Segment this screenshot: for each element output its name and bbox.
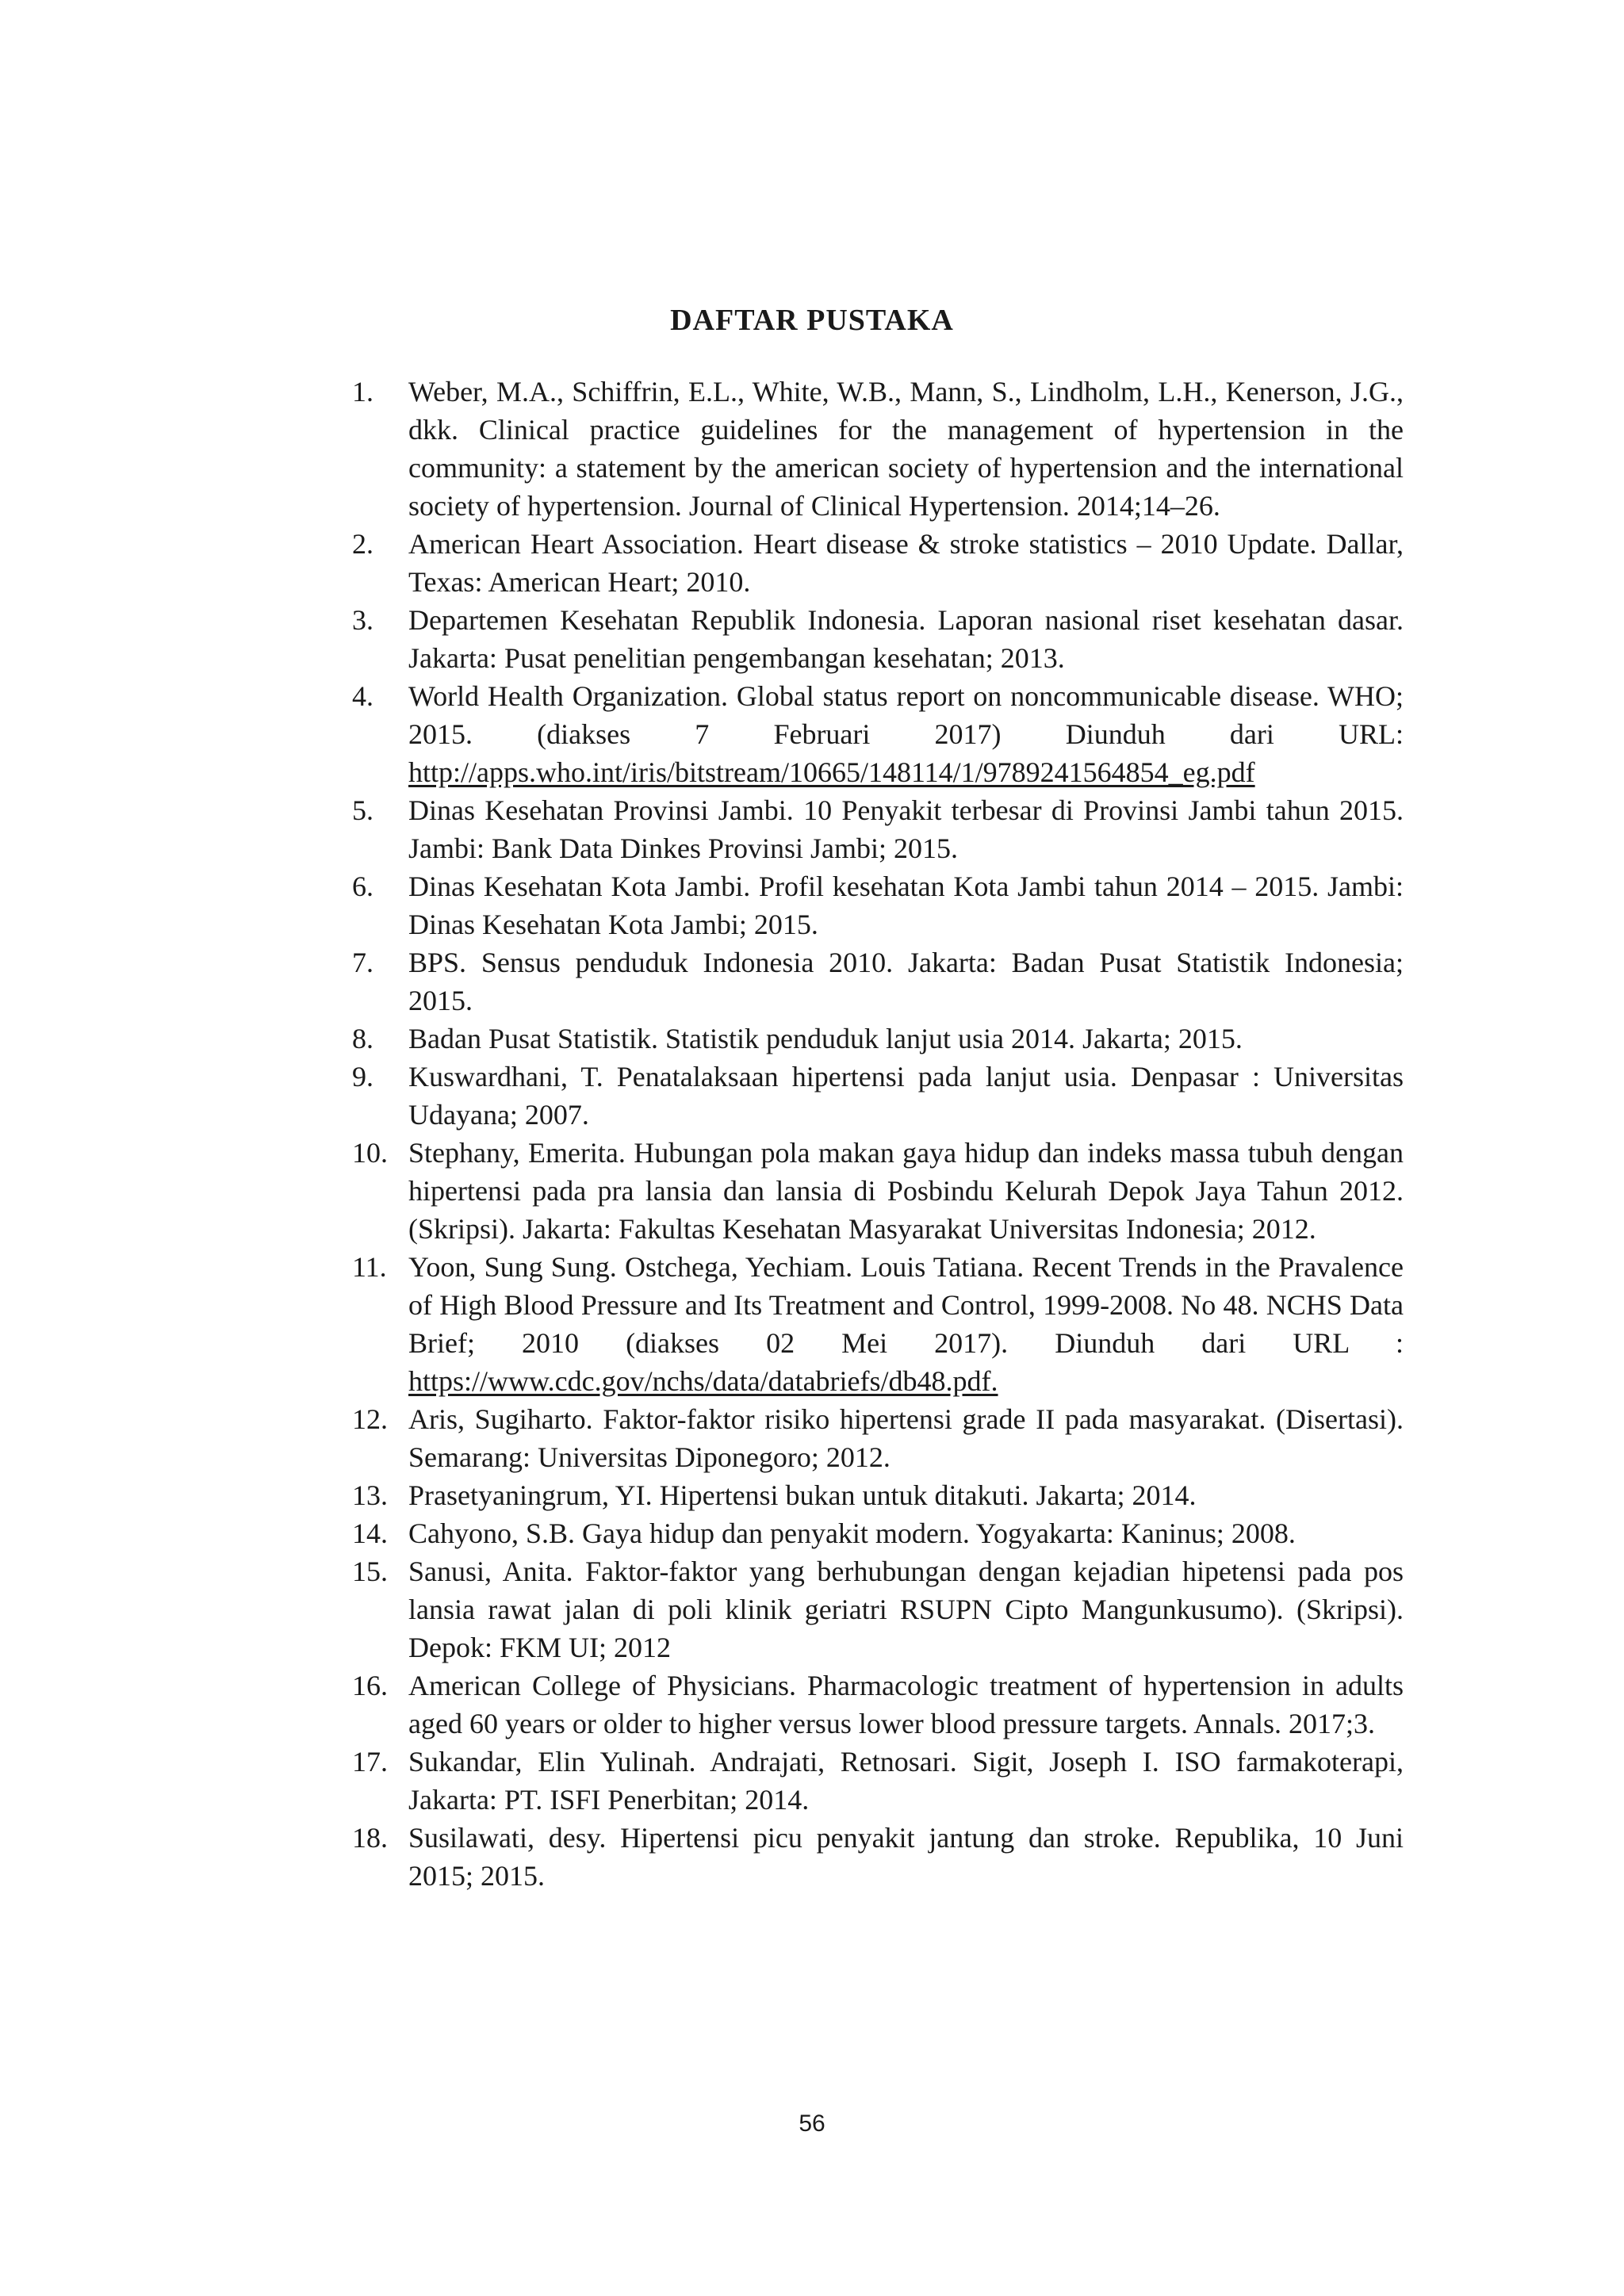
reference-item xyxy=(352,1667,1404,1743)
reference-url-link[interactable]: https://www.cdc.gov/nchs/data/databriefs/db48.pdf. xyxy=(408,1365,998,1397)
reference-number: 18. xyxy=(352,1822,388,1854)
reference-item xyxy=(352,1552,1404,1667)
reference-item xyxy=(352,1476,1404,1514)
reference-item xyxy=(352,1819,1404,1895)
reference-number: 17. xyxy=(352,1746,388,1777)
reference-text: World Health Organization. Global status report on noncommunicable disease. WHO; 2015. (diakses 7 Februari 2017) Diunduh dari URL: xyxy=(408,680,1404,750)
reference-number: 9. xyxy=(352,1061,373,1093)
reference-item xyxy=(352,1743,1404,1819)
reference-text: American Heart Association. Heart disease & stroke statistics – 2010 Update. Dallar, Texas: American Heart; 2010. xyxy=(408,528,1404,598)
reference-number: 2. xyxy=(352,528,373,560)
reference-number: 11. xyxy=(352,1251,387,1283)
reference-item xyxy=(352,1020,1404,1058)
reference-number: 15. xyxy=(352,1556,388,1587)
reference-text: American College of Physicians. Pharmacologic treatment of hypertension in adults aged 60 years or older to higher versus lower blood pressure targets. Annals. 2017;3. xyxy=(408,1670,1404,1739)
reference-item xyxy=(352,1514,1404,1552)
reference-number: 4. xyxy=(352,680,373,712)
reference-item xyxy=(352,791,1404,867)
page-title: DAFTAR PUSTAKA xyxy=(670,304,954,337)
reference-text: Yoon, Sung Sung. Ostchega, Yechiam. Louis Tatiana. Recent Trends in the Pravalence of High Blood Pressure and Its Treatment and Control, 1999-2008. No 48. NCHS Data Brief; 2010 (diakses 02 Mei 2017). Diunduh dari URL : xyxy=(408,1251,1404,1359)
reference-item xyxy=(352,867,1404,943)
reference-text: Kuswardhani, T. Penatalaksaan hipertensi pada lanjut usia. Denpasar : Universitas Udayana; 2007. xyxy=(408,1061,1404,1131)
reference-item xyxy=(352,1248,1404,1400)
page-number: 56 xyxy=(799,2110,825,2137)
reference-text: Susilawati, desy. Hipertensi picu penyakit jantung dan stroke. Republika, 10 Juni 2015; 2015. xyxy=(408,1822,1404,1892)
reference-text: Departemen Kesehatan Republik Indonesia. Laporan nasional riset kesehatan dasar. Jakarta: Pusat penelitian pengembangan kesehatan; 2013. xyxy=(408,604,1404,674)
reference-item xyxy=(352,373,1404,525)
reference-item xyxy=(352,1058,1404,1134)
reference-text: Prasetyaningrum, YI. Hipertensi bukan untuk ditakuti. Jakarta; 2014. xyxy=(408,1479,1197,1511)
reference-text: Dinas Kesehatan Provinsi Jambi. 10 Penyakit terbesar di Provinsi Jambi tahun 2015. Jambi: Bank Data Dinkes Provinsi Jambi; 2015. xyxy=(408,794,1404,864)
reference-number: 5. xyxy=(352,794,373,826)
reference-text: Dinas Kesehatan Kota Jambi. Profil kesehatan Kota Jambi tahun 2014 – 2015. Jambi: Dinas Kesehatan Kota Jambi; 2015. xyxy=(408,871,1404,940)
reference-number: 12. xyxy=(352,1403,388,1435)
reference-number: 16. xyxy=(352,1670,388,1701)
reference-item xyxy=(352,601,1404,677)
reference-number: 6. xyxy=(352,871,373,902)
reference-text: Weber, M.A., Schiffrin, E.L., White, W.B., Mann, S., Lindholm, L.H., Kenerson, J.G., dkk. Clinical practice guidelines for the management of hypertension in the community: a statement by the american society of hypertension and the international society of hypertension. Journal of Clinical Hypertension. 2014;14–26. xyxy=(408,376,1404,522)
reference-text: BPS. Sensus penduduk Indonesia 2010. Jakarta: Badan Pusat Statistik Indonesia; 2015. xyxy=(408,947,1404,1016)
reference-text: Sanusi, Anita. Faktor-faktor yang berhubungan dengan kejadian hipetensi pada pos lansia rawat jalan di poli klinik geriatri RSUPN Cipto Mangunkusumo). (Skripsi). Depok: FKM UI; 2012 xyxy=(408,1556,1404,1663)
reference-text: Sukandar, Elin Yulinah. Andrajati, Retnosari. Sigit, Joseph I. ISO farmakoterapi, Jakarta: PT. ISFI Penerbitan; 2014. xyxy=(408,1746,1404,1816)
reference-number: 8. xyxy=(352,1023,373,1054)
reference-number: 3. xyxy=(352,604,373,636)
reference-number: 13. xyxy=(352,1479,388,1511)
reference-number: 7. xyxy=(352,947,373,978)
reference-item xyxy=(352,943,1404,1020)
reference-text: Aris, Sugiharto. Faktor-faktor risiko hipertensi grade II pada masyarakat. (Disertasi). Semarang: Universitas Diponegoro; 2012. xyxy=(408,1403,1404,1473)
reference-number: 14. xyxy=(352,1517,388,1549)
reference-item xyxy=(352,1134,1404,1248)
reference-item xyxy=(352,677,1404,791)
reference-list xyxy=(352,373,1404,1895)
reference-url-link[interactable]: http://apps.who.int/iris/bitstream/10665/148114/1/9789241564854_eg.pdf xyxy=(408,756,1255,788)
reference-text: Badan Pusat Statistik. Statistik penduduk lanjut usia 2014. Jakarta; 2015. xyxy=(408,1023,1243,1054)
reference-item xyxy=(352,1400,1404,1476)
reference-item xyxy=(352,525,1404,601)
reference-number: 1. xyxy=(352,376,373,408)
reference-number: 10. xyxy=(352,1137,388,1169)
reference-text: Stephany, Emerita. Hubungan pola makan gaya hidup dan indeks massa tubuh dengan hipertensi pada pra lansia dan lansia di Posbindu Kelurah Depok Jaya Tahun 2012. (Skripsi). Jakarta: Fakultas Kesehatan Masyarakat Universitas Indonesia; 2012. xyxy=(408,1137,1404,1245)
reference-text: Cahyono, S.B. Gaya hidup dan penyakit modern. Yogyakarta: Kaninus; 2008. xyxy=(408,1517,1296,1549)
